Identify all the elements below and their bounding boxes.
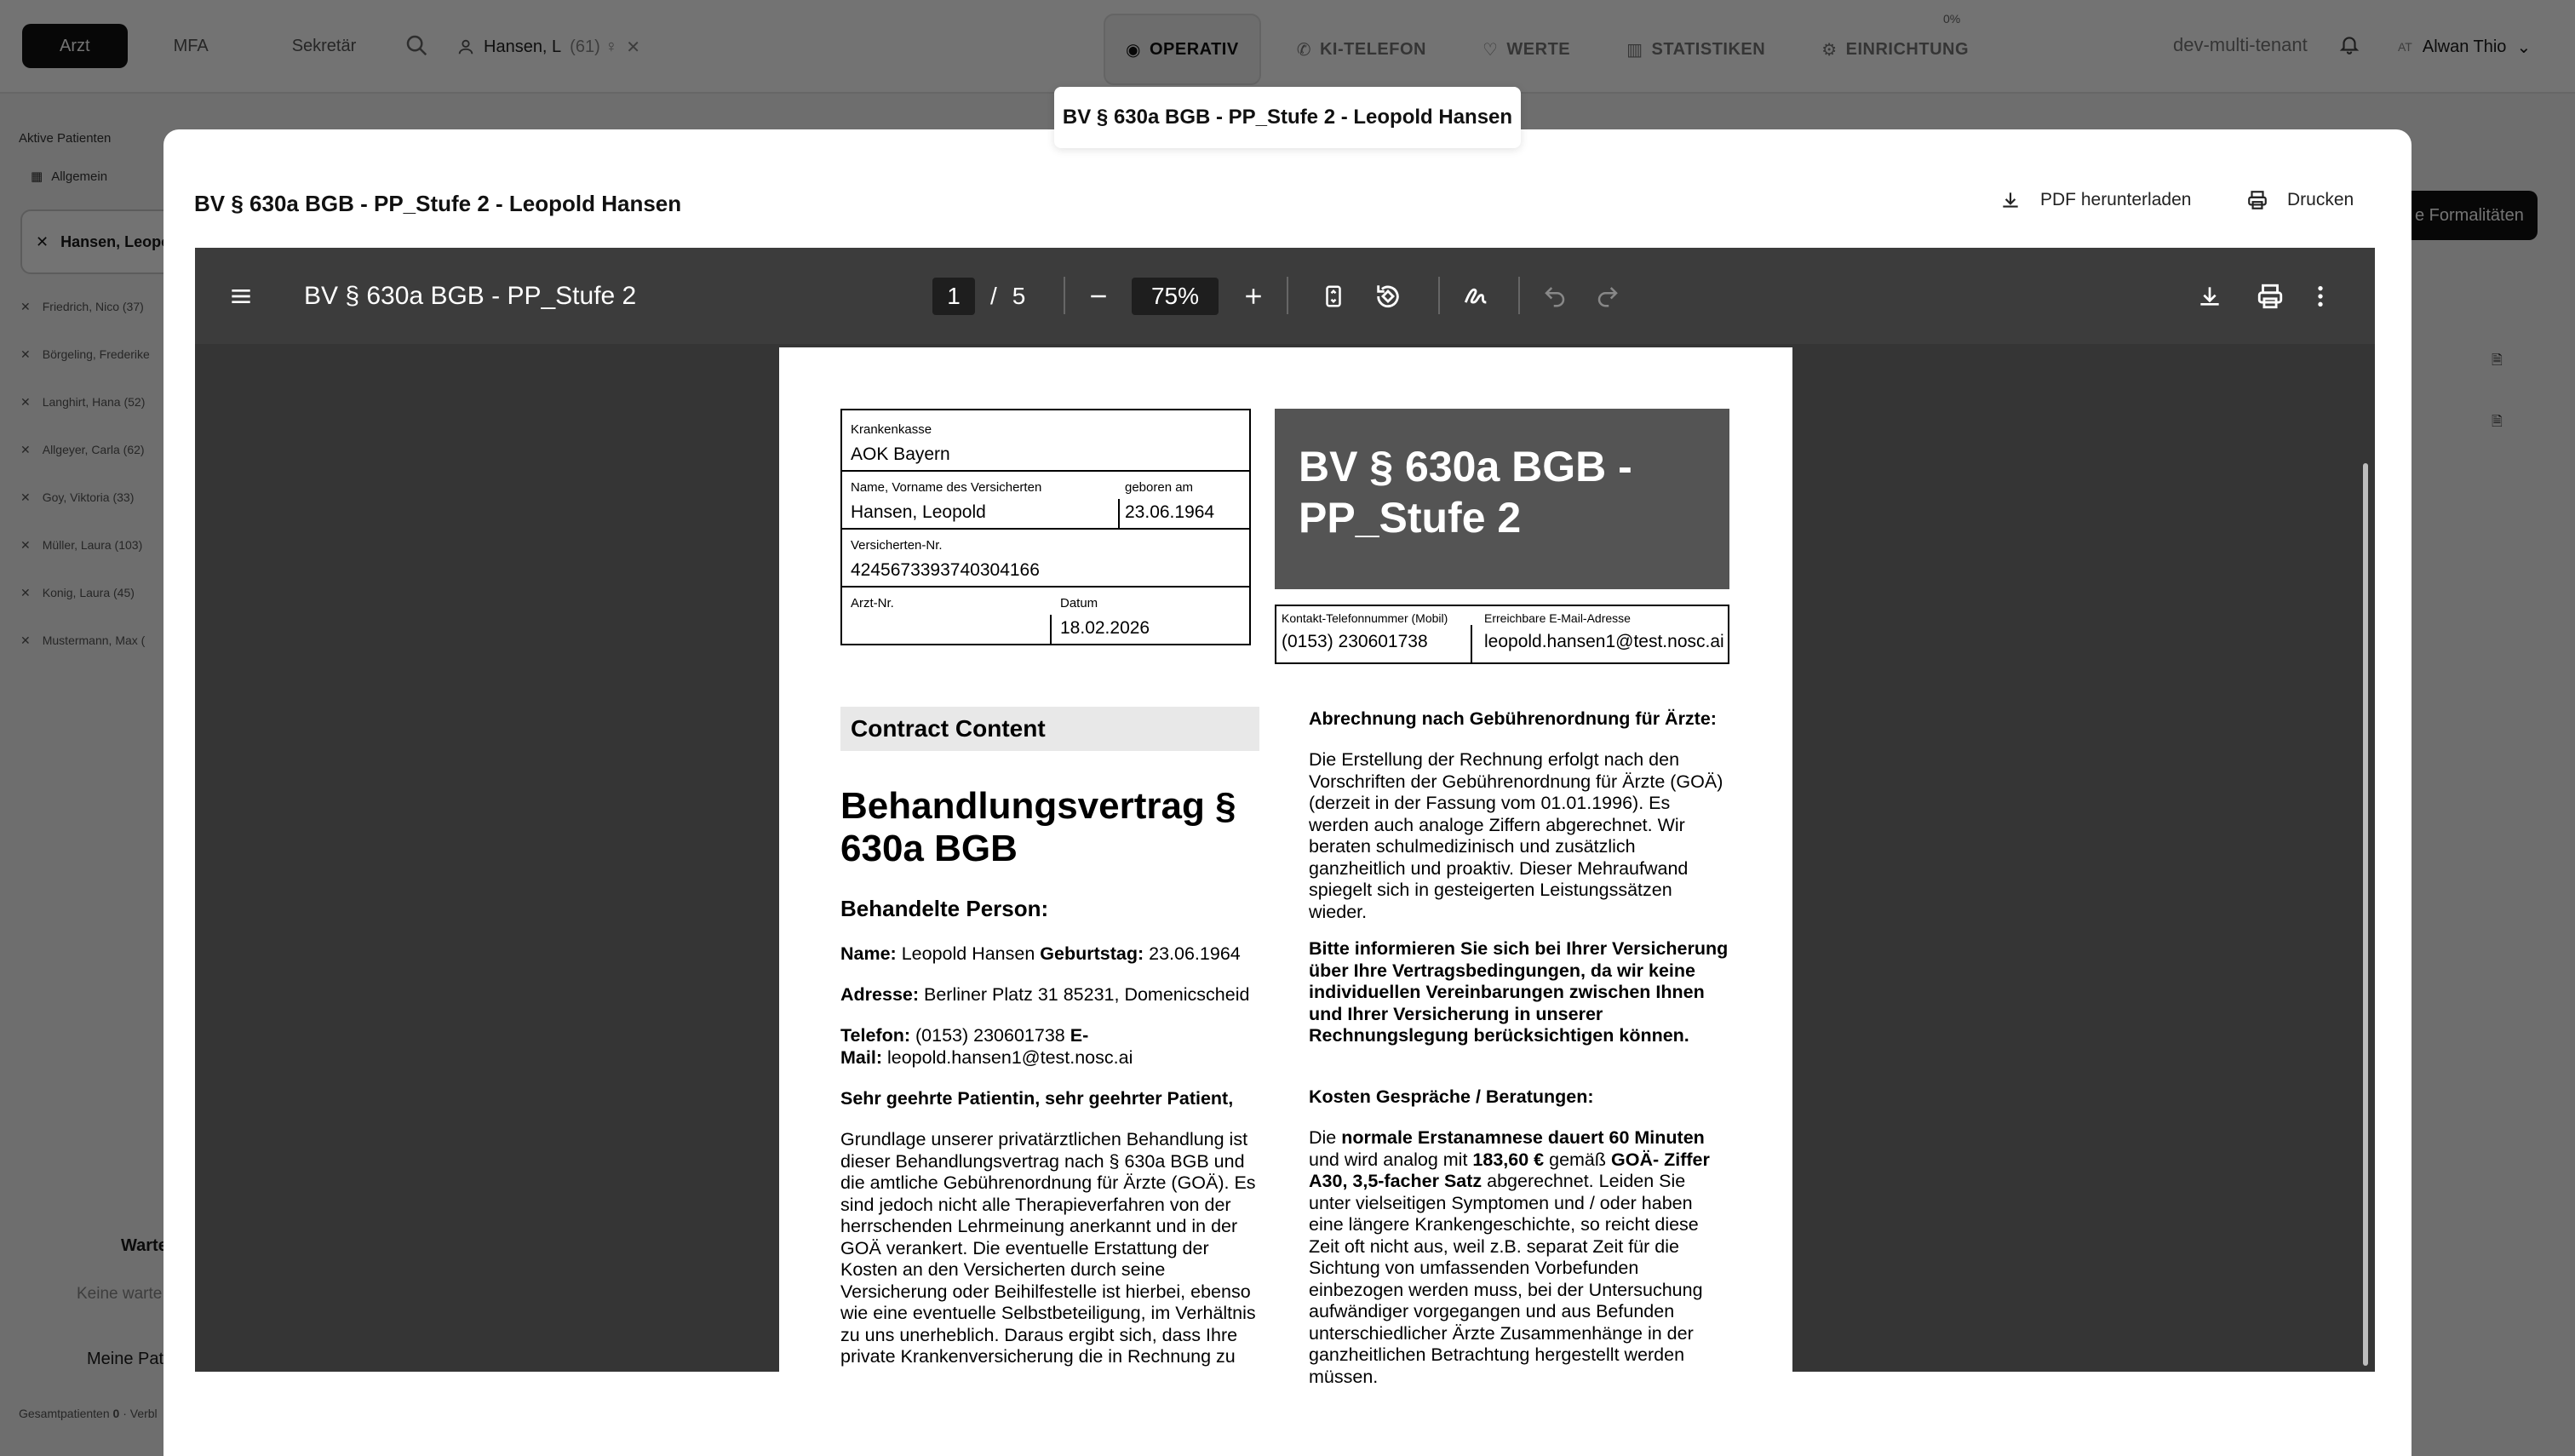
title-tooltip: BV § 630a BGB - PP_Stufe 2 - Leopold Hansen	[1054, 87, 1521, 148]
zoom-out-icon[interactable]	[1086, 248, 1111, 344]
insurer-label: Krankenkasse	[851, 422, 932, 437]
insured-no-value: 4245673393740304166	[851, 560, 1040, 580]
undo-icon[interactable]	[1542, 248, 1568, 344]
name-line: Name: Leopold Hansen Geburtstag: 23.06.1964	[840, 943, 1241, 964]
form-divider	[1050, 615, 1052, 645]
pdf-title: BV § 630a BGB - PP_Stufe 2	[304, 281, 637, 310]
email-label: Erreichbare E-Mail-Adresse	[1484, 611, 1631, 625]
printer-icon	[2246, 189, 2268, 211]
printer-icon[interactable]	[2256, 248, 2285, 344]
billing-paragraph: Die Erstellung der Rechnung erfolgt nach den Vorschriften der Gebührenordnung für Ärzte (GOÄ) (derzeit in der Fassung vom 01.01.1996). Es werden auch analoge Ziffern abgerechnet. Wir beraten schulmedizinisch und zusätzlich ganzheitlich und proaktiv. Dieser Mehraufwand spiegelt sich in gesteigerten Leistungssätzen wieder.	[1309, 749, 1723, 922]
page-separator: /	[990, 282, 997, 309]
document-heading: Behandlungsvertrag § 630a BGB	[840, 785, 1236, 869]
page-total: 5	[1012, 282, 1026, 309]
zoom-level	[1132, 248, 1219, 344]
dob-label: geboren am	[1125, 480, 1194, 495]
pdf-page-area[interactable]	[195, 344, 2375, 1387]
doctor-no-label: Arzt-Nr.	[851, 596, 894, 610]
rotate-icon[interactable]	[1374, 248, 1402, 344]
date-value: 18.02.2026	[1060, 618, 1150, 638]
treated-person-heading: Behandelte Person:	[840, 896, 1049, 921]
insurer-value: AOK Bayern	[851, 444, 950, 464]
insured-no-label: Versicherten-Nr.	[851, 538, 943, 553]
toolbar-divider	[1518, 277, 1520, 314]
form-divider	[840, 528, 1251, 530]
annotate-icon[interactable]	[1462, 248, 1491, 344]
zoom-input[interactable]: 75%	[1132, 278, 1219, 315]
address-line: Adresse: Berliner Platz 31 85231, Domenicscheid	[840, 984, 1250, 1005]
print-button[interactable]: Drucken	[2246, 189, 2354, 211]
toolbar-divider	[1438, 277, 1440, 314]
phone-line: Telefon: (0153) 230601738 E- Mail: leopold.hansen1@test.nosc.ai	[840, 1025, 1133, 1068]
page-navigator	[932, 248, 1025, 344]
form-divider	[1118, 499, 1120, 528]
pdf-download-button[interactable]: PDF herunterladen	[1999, 189, 2191, 211]
insurance-notice: Bitte informieren Sie sich bei Ihrer Versicherung über Ihre Vertragsbedingungen, da wir keine individuellen Vereinbarungen zwischen Ihnen und Ihrer Versicherung in unserer Rechnungslegung berücksichtigen können.	[1309, 938, 1729, 1046]
fit-page-icon[interactable]	[1321, 248, 1346, 344]
more-options-icon[interactable]	[2315, 248, 2326, 344]
toolbar-divider	[1064, 277, 1065, 314]
pdf-toolbar	[195, 248, 2375, 344]
phone-value: (0153) 230601738	[1282, 632, 1428, 651]
contract-content-bar: Contract Content	[840, 707, 1259, 751]
salutation: Sehr geehrte Patientin, sehr geehrter Patient,	[840, 1088, 1234, 1109]
download-icon	[1999, 189, 2022, 211]
contact-divider	[1471, 625, 1472, 664]
dob-value: 23.06.1964	[1125, 502, 1215, 522]
page-input[interactable]: 1	[932, 278, 975, 315]
costs-heading: Kosten Gespräche / Beratungen:	[1309, 1086, 1594, 1107]
phone-label: Kontakt-Telefonnummer (Mobil)	[1282, 611, 1448, 625]
email-value: leopold.hansen1@test.nosc.ai	[1484, 632, 1724, 651]
billing-heading: Abrechnung nach Gebührenordnung für Ärzte:	[1309, 708, 1717, 729]
download-icon[interactable]	[2196, 248, 2223, 344]
zoom-in-icon[interactable]	[1241, 248, 1266, 344]
modal-title: BV § 630a BGB - PP_Stufe 2 - Leopold Hansen	[194, 191, 682, 216]
pdf-viewer	[195, 248, 2375, 1387]
date-label: Datum	[1060, 596, 1098, 610]
body-paragraph: Grundlage unserer privatärztlichen Behandlung ist dieser Behandlungsvertrag nach § 630a BGB und die amtliche Gebührenordnung für Ärzte (GOÄ). Es sind jedoch nicht alle Therapieverfahren von der herrschenden Lehrmeinung anerkannt und in der GOÄ verankert. Die eventuelle Erstattung der Kosten an den Versicherten durch seine Versicherung oder Beihilfestelle ist hierbei, ebenso wie eine eventuelle Selbstbeteiligung, im Verhältnis zu uns unerheblich. Daraus ergibt sich, dass Ihre private Krankenversicherung die in Rechnung zu	[840, 1129, 1256, 1367]
pdf-page	[779, 347, 1792, 1387]
scrollbar[interactable]	[2363, 463, 2368, 1366]
insured-name-value: Hansen, Leopold	[851, 502, 986, 522]
toolbar-divider	[1287, 277, 1288, 314]
costs-paragraph: Die normale Erstanamnese dauert 60 Minuten und wird analog mit 183,60 € gemäß GOÄ- Ziffer A30, 3,5-facher Satz abgerechnet. Leiden Sie unter vielseitigen Symptomen und / oder haben eine längere Krankengeschichte, so reicht diese Zeit oft nicht aus, weil z.B. separat Zeit für die Sichtung von umfassenden Vorbefunden einbezogen werden muss, bei der Untersuchung aufwändiger vorgegangen und aus Befunden unterschiedlicher Ärzte Zusammenhänge in der ganzheitlichen Betrachtung hergestellt werden müssen.	[1309, 1127, 1710, 1387]
form-divider	[840, 586, 1251, 588]
insured-name-label: Name, Vorname des Versicherten	[851, 480, 1042, 495]
document-title-box: BV § 630a BGB - PP_Stufe 2	[1275, 409, 1729, 589]
form-divider	[840, 470, 1251, 472]
menu-icon[interactable]	[227, 248, 255, 344]
redo-icon[interactable]	[1595, 248, 1620, 344]
